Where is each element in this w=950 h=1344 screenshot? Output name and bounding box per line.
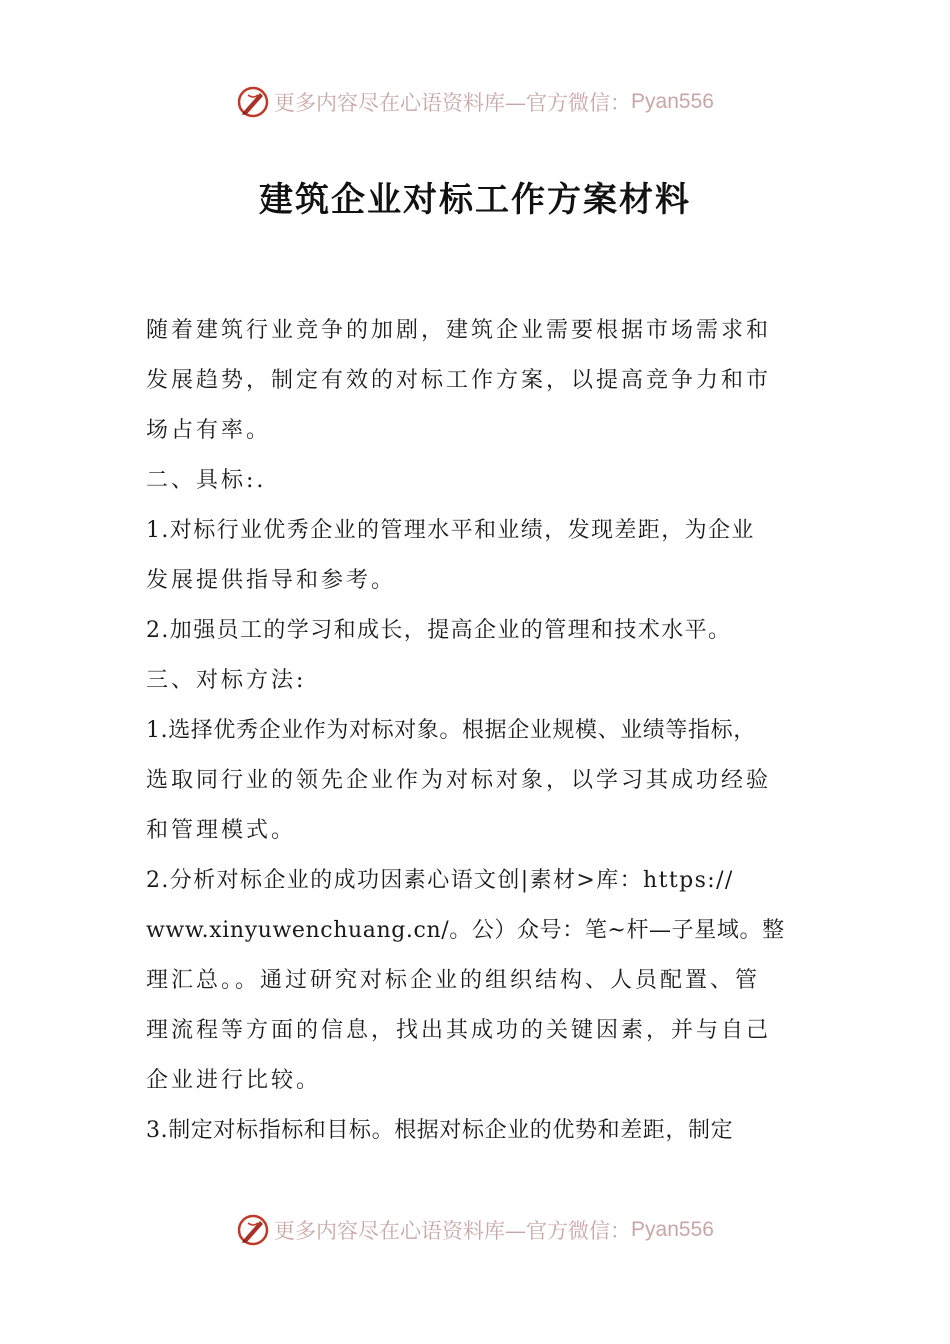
document-title: 建筑企业对标工作方案材料 [259,180,691,220]
pen-logo-icon [236,85,270,119]
body-line: 和管理模式。 [146,818,297,843]
section-heading: 三、对标方法: [146,668,307,693]
body-line: 1.对标行业优秀企业的管理水平和业绩，发现差距，为企业 [146,518,755,543]
body-line: 2.加强员工的学习和成长，提高企业的管理和技术水平。 [146,618,732,643]
banner-wechat-id: Pyan556 [631,1218,714,1241]
body-line: 3.制定对标指标和目标。根据对标企业的优势和差距，制定 [146,1118,734,1143]
document-body [146,306,810,1156]
body-line: 理汇总。。通过研究对标企业的组织结构、人员配置、管 [146,968,761,993]
body-line: 1.选择优秀企业作为对标对象。根据企业规模、业绩等指标， [146,718,756,743]
body-line: 2.分析对标企业的成功因素心语文创|素材>库：https:// [146,868,734,893]
body-line: 场占有率。 [146,418,272,443]
body-line: 随着建筑行业竞争的加剧，建筑企业需要根据市场需求和 [146,318,772,343]
body-line: 发展提供指导和参考。 [146,568,397,593]
footer-watermark-banner [0,1210,950,1250]
body-line: 理流程等方面的信息，找出其成功的关键因素，并与自己 [146,1018,772,1043]
banner-wechat-id: Pyan556 [631,90,714,113]
pen-logo-icon [236,1213,270,1247]
banner-text: 更多内容尽在心语资料库—官方微信： [274,1219,632,1243]
body-line: 企业进行比较。 [146,1068,322,1093]
body-line: 发展趋势，制定有效的对标工作方案，以提高竞争力和市 [146,368,772,393]
header-watermark-banner [0,82,950,122]
section-heading: 二、具标:. [146,468,267,493]
banner-text: 更多内容尽在心语资料库—官方微信： [274,91,632,115]
body-line: www.xinyuwenchuang.cn/。公）众号：笔~杆—子星域。整 [146,918,785,943]
body-line: 选取同行业的领先企业作为对标对象，以学习其成功经验 [146,768,772,793]
